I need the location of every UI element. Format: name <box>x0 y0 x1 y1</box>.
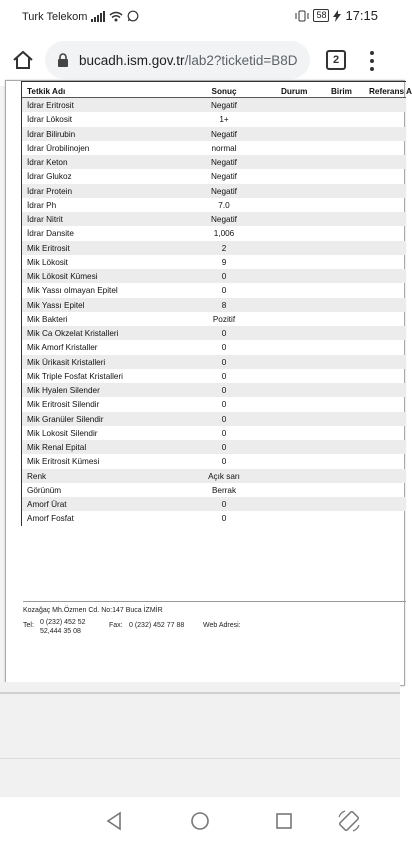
test-name: Renk <box>27 471 47 481</box>
more-vert-icon[interactable] <box>368 50 376 72</box>
battery-indicator: 58 <box>313 9 329 22</box>
test-result: 0 <box>221 272 227 281</box>
table-row <box>22 483 406 497</box>
test-result: Negatif <box>211 186 237 196</box>
table-row <box>22 127 406 141</box>
web-page[interactable] <box>0 86 412 796</box>
test-result: Negatif <box>211 129 237 139</box>
table-row <box>22 511 406 525</box>
table-row <box>22 355 406 369</box>
footer-address: Kozağaç Mh.Özmen Cd. No:147 Buca İZMİR <box>23 607 163 614</box>
test-name: Görünüm <box>27 485 62 495</box>
test-name: Mik Renal Epital <box>27 443 87 452</box>
table-row <box>22 198 406 212</box>
test-result: Negatif <box>211 158 237 167</box>
home-circle-icon[interactable] <box>187 809 213 833</box>
test-name: Mik Lökosit Kümesi <box>27 272 98 281</box>
test-name: Mik Lokosit Silendir <box>27 428 98 438</box>
table-row <box>22 212 406 226</box>
browser-toolbar <box>0 34 400 86</box>
table-row <box>22 226 406 240</box>
test-result: Negatif <box>211 101 237 110</box>
table-row <box>22 440 406 454</box>
test-result: 1,006 <box>213 229 235 239</box>
footer-contact <box>23 619 406 643</box>
test-name: İdrar Eritrosit <box>27 101 74 110</box>
test-name: Mik Eritrosit <box>27 243 70 253</box>
test-name: İdrar Ph <box>27 200 57 210</box>
url-host: bucadh.ism.gov.tr <box>79 52 185 68</box>
back-triangle-icon[interactable] <box>101 809 127 833</box>
charging-icon <box>333 10 341 22</box>
table-row <box>22 169 406 183</box>
test-result: 9 <box>221 257 227 267</box>
test-result: 0 <box>221 371 227 381</box>
test-result: 7.0 <box>218 200 230 210</box>
table-row <box>22 141 406 155</box>
table-row <box>22 112 406 126</box>
table-row <box>22 241 406 255</box>
table-row <box>22 412 406 426</box>
test-result: 0 <box>221 428 227 438</box>
test-name: İdrar Bilirubin <box>27 129 76 139</box>
url-text <box>79 53 298 68</box>
test-result: 8 <box>221 300 227 310</box>
header-result: Sonuç <box>211 87 237 96</box>
test-result: Negatif <box>211 172 237 182</box>
fax-number: 0 (232) 452 77 88 <box>129 622 185 629</box>
table-row <box>22 283 406 297</box>
table-row <box>22 269 406 283</box>
lab-report-document <box>5 80 412 686</box>
test-name: Mik Eritrosit Kümesi <box>27 457 100 467</box>
rotate-screen-icon[interactable] <box>336 809 362 833</box>
test-name: Amorf Ürat <box>27 500 67 509</box>
test-result: 0 <box>221 457 227 467</box>
test-result: 0 <box>221 357 227 367</box>
divider <box>0 758 400 759</box>
table-body <box>22 98 406 526</box>
test-result: 0 <box>221 343 227 353</box>
page-bottom-area <box>0 682 400 796</box>
test-name: İdrar Dansite <box>27 229 74 239</box>
status-bar <box>0 0 400 34</box>
table-row <box>22 298 406 312</box>
test-result: Berrak <box>211 485 237 495</box>
test-result: 0 <box>221 414 227 424</box>
test-result: Negatif <box>211 215 237 224</box>
table-row <box>22 383 406 397</box>
test-name: İdrar Keton <box>27 158 68 167</box>
table-row <box>22 184 406 198</box>
table-row <box>22 155 406 169</box>
lock-icon <box>57 53 69 67</box>
test-name: Mik Amorf Kristaller <box>27 343 98 353</box>
test-name: Mik Yassı olmayan Epitel <box>27 286 118 296</box>
table-row <box>22 369 406 383</box>
address-bar[interactable] <box>45 41 310 79</box>
table-row <box>22 326 406 340</box>
test-result: 0 <box>221 386 227 395</box>
test-result: 0 <box>221 286 227 296</box>
test-name: İdrar Glukoz <box>27 172 72 182</box>
tel-label: Tel: <box>23 622 34 629</box>
table-row <box>22 312 406 326</box>
signal-icon <box>91 11 105 22</box>
table-row <box>22 469 406 483</box>
carrier-name: Turk Telekom <box>22 11 88 23</box>
test-result: 1+ <box>219 115 229 125</box>
table-row <box>22 255 406 269</box>
web-label: Web Adresi: <box>203 622 241 629</box>
test-name: Mik Bakteri <box>27 314 68 324</box>
header-reference: Referans A <box>369 87 412 96</box>
lab-results-table <box>21 81 412 526</box>
header-unit: Birim <box>331 87 352 96</box>
tel-number-1: 0 (232) 452 52 <box>40 619 86 626</box>
test-name: Mik Ca Okzelat Kristalleri <box>27 329 119 338</box>
test-name: Mik Yassı Epitel <box>27 300 85 310</box>
test-result: 0 <box>221 443 227 452</box>
test-name: İdrar Ürobilinojen <box>27 143 90 153</box>
table-row <box>22 340 406 354</box>
test-result: 2 <box>221 243 227 253</box>
recents-square-icon[interactable] <box>271 809 297 833</box>
system-navigation-bar <box>0 796 400 844</box>
url-path: /lab2?ticketid=B8D <box>184 52 298 68</box>
table-header <box>22 81 412 98</box>
tel-number-2: 52,444 35 08 <box>40 628 81 635</box>
test-name: Mik Triple Fosfat Kristalleri <box>27 371 123 381</box>
test-result: 0 <box>221 329 227 338</box>
test-name: İdrar Lökosit <box>27 115 73 125</box>
test-name: İdrar Protein <box>27 186 73 196</box>
report-footer <box>23 601 406 643</box>
test-name: Mik Eritrosit Silendir <box>27 400 100 410</box>
test-name: İdrar Nitrit <box>27 215 63 224</box>
test-result: 0 <box>221 500 227 509</box>
header-test-name: Tetkik Adı <box>27 87 66 96</box>
test-result: 0 <box>221 400 227 410</box>
wifi-icon <box>109 11 123 22</box>
test-name: Amorf Fosfat <box>27 514 74 524</box>
test-result: Pozitif <box>212 314 236 324</box>
status-right <box>295 8 378 23</box>
signal-icons <box>91 10 139 22</box>
whatsapp-icon <box>127 10 139 22</box>
table-row <box>22 98 406 112</box>
test-name: Mik Hyalen Silender <box>27 386 100 395</box>
vibrate-icon <box>295 10 309 22</box>
tab-switcher-button[interactable]: 2 <box>326 50 346 70</box>
table-row <box>22 454 406 468</box>
header-status: Durum <box>281 87 308 96</box>
test-name: Mik Granüler Silendir <box>27 414 104 424</box>
table-row <box>22 497 406 511</box>
test-result: normal <box>211 143 237 153</box>
clock: 17:15 <box>345 8 378 23</box>
home-icon[interactable] <box>12 49 34 71</box>
divider <box>0 692 400 694</box>
table-row <box>22 397 406 411</box>
test-name: Mik Lökosit <box>27 257 68 267</box>
test-result: Açık sarı <box>208 471 240 481</box>
test-result: 0 <box>221 514 227 524</box>
test-name: Mik Ürikasit Kristalleri <box>27 357 106 367</box>
fax-label: Fax: <box>109 622 123 629</box>
table-row <box>22 426 406 440</box>
